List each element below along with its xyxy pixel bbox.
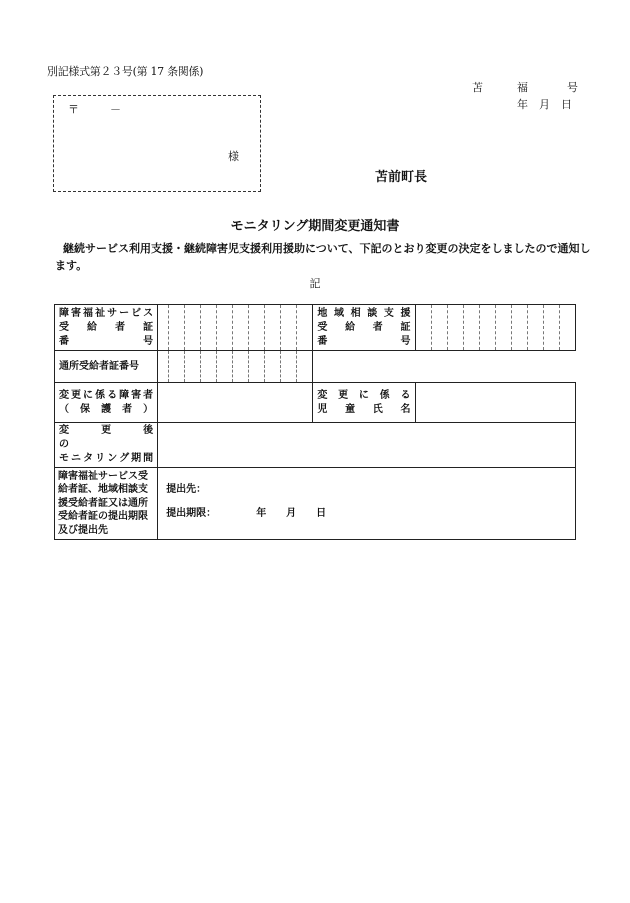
document-number: [472, 79, 580, 95]
daycare-cert-label: 通所受給者証番号: [55, 351, 158, 383]
disability-cert-digit[interactable]: [297, 305, 313, 351]
deadline-field[interactable]: [158, 468, 576, 540]
person-label: 変更に係る障害者 （ 保 護 者 ）: [55, 383, 158, 423]
daycare-cert-digit[interactable]: [297, 351, 313, 383]
doc-number-go: 号: [567, 81, 580, 94]
doc-number-prefix: 苫: [472, 81, 485, 94]
community-cert-digit[interactable]: [543, 305, 559, 351]
postal-dash: －: [110, 103, 121, 116]
daycare-cert-digit[interactable]: [158, 351, 169, 383]
submit-deadline-label: 提出期限：: [166, 507, 217, 519]
disability-cert-digit[interactable]: [217, 305, 233, 351]
table-row: [55, 305, 576, 351]
table-row: [55, 351, 576, 383]
disability-cert-digit[interactable]: [281, 305, 297, 351]
community-cert-digit[interactable]: [527, 305, 543, 351]
daycare-cert-digit[interactable]: [217, 351, 233, 383]
form-number: 別記様式第２３号(第 17 条関係): [47, 65, 204, 78]
community-cert-digit[interactable]: [447, 305, 463, 351]
document-title: モニタリング期間変更通知書: [230, 219, 400, 234]
daycare-cert-digit[interactable]: [249, 351, 265, 383]
daycare-cert-digit[interactable]: [265, 351, 281, 383]
submit-deadline-row: [166, 504, 571, 532]
disability-cert-digit[interactable]: [201, 305, 217, 351]
community-cert-digit[interactable]: [415, 305, 431, 351]
submit-to-label: 提出先：: [166, 483, 207, 495]
daycare-cert-digit[interactable]: [185, 351, 201, 383]
disability-cert-digit[interactable]: [249, 305, 265, 351]
body-text-line-1: 継続サービス利用支援・継続障害児支援利用援助について、下記のとおり変更の決定をしましたので通知し: [63, 242, 591, 255]
body-text-line-2: ます。: [55, 259, 88, 272]
table-row: [55, 383, 576, 423]
ki-heading: 記: [309, 277, 321, 290]
community-cert-digit[interactable]: [495, 305, 511, 351]
community-cert-digit[interactable]: [431, 305, 447, 351]
disability-cert-digit[interactable]: [265, 305, 281, 351]
disability-cert-digit[interactable]: [169, 305, 185, 351]
disability-cert-label: 障害福祉サービス 受 給 者 証 番 号: [55, 305, 158, 351]
submit-deadline-date: 年 月 日: [256, 507, 327, 519]
daycare-cert-digit[interactable]: [233, 351, 249, 383]
disability-cert-digit[interactable]: [158, 305, 169, 351]
daycare-cert-digit[interactable]: [281, 351, 297, 383]
empty-area: [313, 351, 576, 383]
recipient-honorific: 様: [228, 150, 239, 163]
period-field[interactable]: [158, 423, 576, 468]
person-name-field[interactable]: [158, 383, 313, 423]
period-label: 変 更 後 の モニタリング期間: [55, 423, 158, 468]
community-cert-digit[interactable]: [511, 305, 527, 351]
community-cert-digit[interactable]: [463, 305, 479, 351]
disability-cert-digit[interactable]: [233, 305, 249, 351]
postal-mark: 〒: [68, 103, 79, 116]
doc-number-fuku: 福: [517, 81, 530, 94]
issue-date: 年 月 日: [517, 98, 572, 111]
child-label: 変 更 に 係 る 児 童 氏 名: [313, 383, 415, 423]
daycare-cert-digit[interactable]: [201, 351, 217, 383]
community-cert-label: 地域相談支援 受 給 者 証 番 号: [313, 305, 415, 351]
table-row: [55, 423, 576, 468]
daycare-cert-digit[interactable]: [169, 351, 185, 383]
deadline-label: 障害福祉サービス受 給者証、地域相談支 援受給者証又は通所 受給者証の提出期限 及び提出先: [55, 468, 158, 540]
notice-form-table: [54, 304, 576, 540]
community-cert-digit[interactable]: [559, 305, 575, 351]
table-row: [55, 468, 576, 540]
disability-cert-digit[interactable]: [185, 305, 201, 351]
address-box: [53, 95, 261, 192]
sender-name: 苫前町長: [375, 170, 428, 185]
child-name-field[interactable]: [415, 383, 575, 423]
community-cert-digit[interactable]: [479, 305, 495, 351]
